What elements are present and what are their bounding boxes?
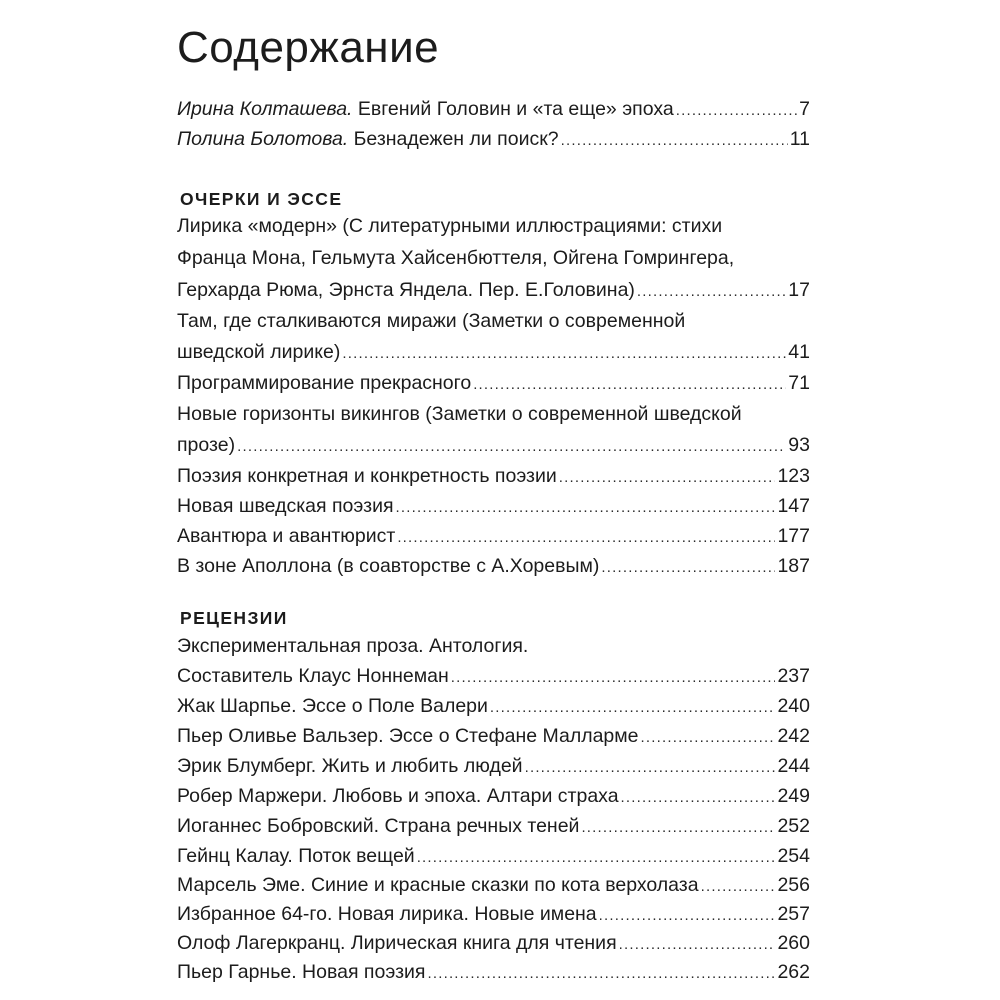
dot-leader	[619, 931, 776, 959]
entry-text: Программирование прекрасного	[177, 372, 472, 394]
entry-text: Олоф Лагеркранц. Лирическая книга для чтения	[177, 932, 617, 954]
dot-leader	[451, 664, 776, 692]
toc-line: Там, где сталкиваются миражи (Заметки о современной	[177, 310, 686, 332]
dot-leader	[601, 554, 775, 582]
dot-leader	[637, 278, 786, 306]
toc-entry-nonneman	[177, 662, 810, 690]
section-heading-essays: ОЧЕРКИ И ЭССЕ	[180, 189, 343, 209]
entry-text: Эрик Блумберг. Жить и любить людей	[177, 755, 523, 777]
dot-leader	[396, 494, 776, 522]
entry-text: Составитель Клаус Ноннеман	[177, 665, 449, 687]
page-number: 177	[777, 525, 810, 547]
toc-entry-valzer	[177, 722, 810, 750]
toc-entry-intro-bolotova	[177, 125, 810, 153]
page-number: 147	[777, 495, 810, 517]
dot-leader	[490, 694, 776, 722]
page-number: 41	[788, 341, 810, 363]
section-heading-reviews: РЕЦЕНЗИИ	[180, 608, 288, 628]
entry-text	[177, 125, 559, 153]
dot-leader	[621, 784, 776, 812]
dot-leader	[525, 754, 776, 782]
page-number: 244	[777, 755, 810, 777]
entry-text: Новая шведская поэзия	[177, 495, 394, 517]
toc-entry-poeziya-konkretnaya	[177, 462, 810, 490]
toc-line: Лирика «модерн» (С литературными иллюстрациями: стихи	[177, 215, 723, 237]
page-number: 93	[788, 434, 810, 456]
dot-leader	[581, 814, 775, 842]
entry-text	[177, 95, 674, 123]
entry-text: Марсель Эме. Синие и красные сказки по кота верхолаза	[177, 874, 699, 896]
dot-leader	[559, 464, 776, 492]
dot-leader	[561, 127, 788, 155]
page-number: 257	[777, 903, 810, 925]
page-number: 240	[777, 695, 810, 717]
dot-leader	[641, 724, 776, 752]
page-number: 11	[789, 128, 810, 150]
entry-author: Полина Болотова.	[177, 128, 349, 150]
toc-line: Экспериментальная проза. Антология.	[177, 635, 529, 657]
dot-leader	[397, 524, 775, 552]
entry-text: прозе)	[177, 434, 236, 456]
entry-text: В зоне Аполлона (в соавторстве с А.Хоревым)	[177, 555, 600, 577]
page-number: 242	[777, 725, 810, 747]
dot-leader	[701, 873, 776, 901]
entry-text: Авантюра и авантюрист	[177, 525, 396, 547]
page-number: 17	[788, 279, 810, 301]
dot-leader	[417, 844, 776, 872]
toc-entry-eme	[177, 871, 810, 899]
toc-entry-avantyura	[177, 522, 810, 550]
entry-text: Избранное 64-го. Новая лирика. Новые имена	[177, 903, 597, 925]
page-number: 237	[777, 665, 810, 687]
page-number: 123	[777, 465, 810, 487]
entry-title: Евгений Головин и «та еще» эпоха	[352, 98, 674, 120]
entry-text: Пьер Оливье Вальзер. Эссе о Стефане Малларме	[177, 725, 639, 747]
page-number: 256	[777, 874, 810, 896]
toc-entry-lagerkranz	[177, 929, 810, 957]
entry-text: Гейнц Калау. Поток вещей	[177, 845, 415, 867]
page-number: 262	[777, 961, 810, 983]
toc-entry-sharpye	[177, 692, 810, 720]
page-number: 7	[799, 98, 810, 120]
page-number: 249	[777, 785, 810, 807]
page-number: 254	[777, 845, 810, 867]
toc-entry-garnye	[177, 958, 810, 986]
toc-entry-izbrannoe	[177, 900, 810, 928]
page-number: 187	[777, 555, 810, 577]
entry-text: шведской лирике)	[177, 341, 341, 363]
page-number: 252	[777, 815, 810, 837]
page-number: 71	[788, 372, 810, 394]
entry-text: Жак Шарпье. Эссе о Поле Валери	[177, 695, 488, 717]
entry-text: Герхарда Рюма, Эрнста Яндела. Пер. Е.Головина)	[177, 279, 635, 301]
toc-entry-blumberg	[177, 752, 810, 780]
toc-entry-bobrovsky	[177, 812, 810, 840]
toc-entry-lirika-modern	[177, 276, 810, 304]
toc-entry-programmirovanie	[177, 369, 810, 397]
toc-line: Франца Мона, Гельмута Хайсенбюттеля, Ойгена Гомрингера,	[177, 247, 735, 269]
entry-text: Иоганнес Бобровский. Страна речных теней	[177, 815, 580, 837]
entry-text: Робер Маржери. Любовь и эпоха. Алтари страха	[177, 785, 619, 807]
dot-leader	[599, 902, 776, 930]
toc-entry-shvedskaya-poeziya	[177, 492, 810, 520]
toc-entry-intro-koltasheva	[177, 95, 810, 123]
toc-line: Новые горизонты викингов (Заметки о современной шведской	[177, 403, 742, 425]
dot-leader	[676, 97, 797, 125]
dot-leader	[342, 340, 786, 368]
toc-entry-mirazhi	[177, 338, 810, 366]
toc-entry-apollon	[177, 552, 810, 580]
entry-text: Поэзия конкретная и конкретность поэзии	[177, 465, 557, 487]
dot-leader	[237, 433, 786, 461]
page-number: 260	[777, 932, 810, 954]
entry-author: Ирина Колташева.	[177, 98, 353, 120]
toc-entry-marzheri	[177, 782, 810, 810]
dot-leader	[427, 960, 775, 988]
toc-entry-kalau	[177, 842, 810, 870]
dot-leader	[473, 371, 786, 399]
entry-text: Пьер Гарнье. Новая поэзия	[177, 961, 426, 983]
toc-entry-vikingi	[177, 431, 810, 459]
page-title: Содержание	[177, 23, 440, 72]
entry-title: Безнадежен ли поиск?	[348, 128, 559, 150]
